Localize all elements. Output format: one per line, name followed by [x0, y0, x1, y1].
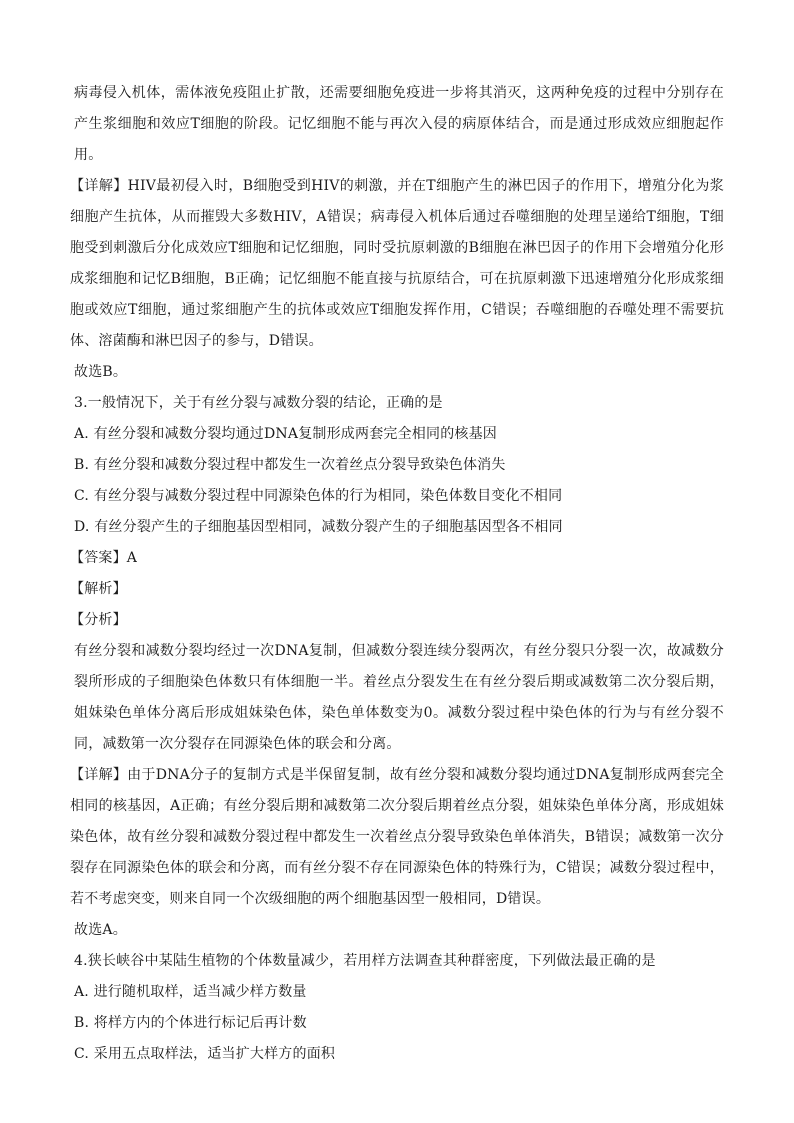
paragraph-detail-q3: 【详解】由于DNA分子的复制方式是半保留复制，故有丝分裂和减数分裂均通过DNA复制形成两套完全相同的核基因，A正确；有丝分裂后期和减数第二次分裂后期着丝点分裂，姐妹染色单体分离，形成姐妹染色体，故有丝分裂和减数分裂过程中都发生一次着丝点分裂导致染色单体消失，B错误；减数第一次分裂存在同源染色体的联会和分离，而有丝分裂不存在同源染色体的特殊行为，C错误；减数分裂过程中，若不考虑突变，则来自同一个次级细胞的两个细胞基因型一般相同，D错误。	[70, 767, 724, 907]
option-4a: A. 进行随机取样，适当减少样方数量	[74, 984, 307, 1000]
analysis-heading: 【解析】	[70, 581, 127, 597]
option-3a: A. 有丝分裂和减数分裂均通过DNA复制形成两套完全相同的核基因	[74, 426, 497, 442]
conclusion-q3: 故选A。	[74, 922, 127, 938]
option-3d: D. 有丝分裂产生的子细胞基因型相同，减数分裂产生的子细胞基因型各不相同	[74, 519, 563, 535]
paragraph-analysis-q3: 有丝分裂和减数分裂均经过一次DNA复制，但减数分裂连续分裂两次，有丝分裂只分裂一次，故减数分裂所形成的子细胞染色体数只有体细胞一半。着丝点分裂发生在有丝分裂后期或减数第二次分裂后期，姐妹染色单体分离后形成姐妹染色体，染色单体数变为0。减数分裂过程中染色体的行为与有丝分裂不同，减数第一次分裂存在同源染色体的联会和分离。	[74, 643, 724, 752]
paragraph-detail-q2: 【详解】HIV最初侵入时，B细胞受到HIV的刺激，并在T细胞产生的淋巴因子的作用下，增殖分化为浆细胞产生抗体，从而摧毁大多数HIV，A错误；病毒侵入机体后通过吞噬细胞的处理呈递给T细胞，T细胞受到刺激后分化成效应T细胞和记忆细胞，同时受抗原刺激的B细胞在淋巴因子的作用下会增殖分化形成浆细胞和记忆B细胞，B正确；记忆细胞不能直接与抗原结合，可在抗原刺激下迅速增殖分化形成浆细胞或效应T细胞，通过浆细胞产生的抗体或效应T细胞发挥作用，C错误；吞噬细胞的吞噬处理不需要抗体、溶菌酶和淋巴因子的参与，D错误。	[70, 178, 724, 349]
option-3b: B. 有丝分裂和减数分裂过程中都发生一次着丝点分裂导致染色体消失	[74, 457, 506, 473]
fenxi-heading: 【分析】	[70, 612, 127, 628]
answer-q3: 【答案】A	[70, 550, 138, 566]
document-page	[70, 78, 724, 1070]
option-4b: B. 将样方内的个体进行标记后再计数	[74, 1015, 307, 1031]
question-4: 4.狭长峡谷中某陆生植物的个体数量减少，若用样方法调查其种群密度，下列做法最正确的是	[74, 953, 656, 969]
paragraph-explanation-end: 病毒侵入机体，需体液免疫阻止扩散，还需要细胞免疫进一步将其消灭，这两种免疫的过程中分别存在产生浆细胞和效应T细胞的阶段。记忆细胞不能与再次入侵的病原体结合，而是通过形成效应细胞起作用。	[74, 85, 724, 163]
option-3c: C. 有丝分裂与减数分裂过程中同源染色体的行为相同，染色体数目变化不相同	[74, 488, 563, 504]
question-3: 3.一般情况下，关于有丝分裂与减数分裂的结论，正确的是	[74, 395, 443, 411]
option-4c: C. 采用五点取样法，适当扩大样方的面积	[74, 1046, 336, 1062]
conclusion-q2: 故选B。	[74, 364, 128, 380]
